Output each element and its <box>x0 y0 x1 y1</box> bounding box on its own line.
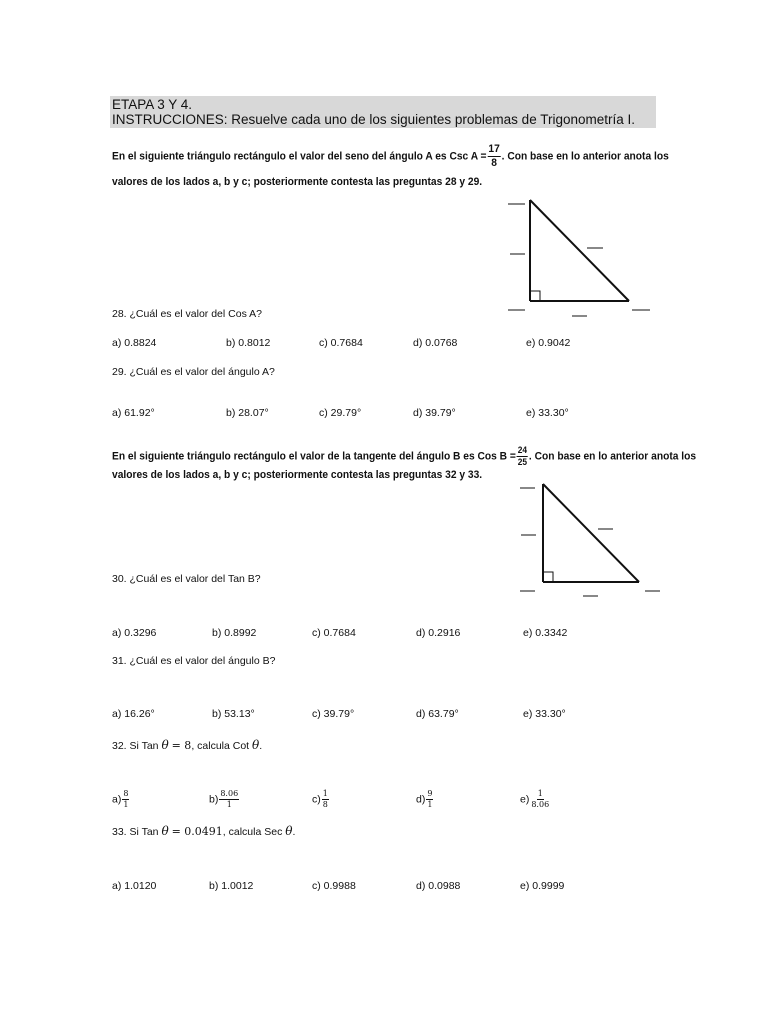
q32-middle: , calcula Cot <box>191 740 250 752</box>
q28-option-c[interactable]: c) 0.7684 <box>319 337 363 349</box>
fraction-numerator: 8 <box>123 789 129 798</box>
question-33 <box>112 824 295 838</box>
instructions-text: INSTRUCCIONES: Resuelve cada uno de los siguientes problemas de Trigonometría I. <box>112 112 635 127</box>
q30-option-a[interactable]: a) 0.3296 <box>112 627 157 639</box>
fraction-denominator: 1 <box>427 800 433 809</box>
q28-option-e[interactable]: e) 0.9042 <box>526 337 571 349</box>
q29-option-d[interactable]: d) 39.79° <box>413 407 456 419</box>
q33-value: = 0.0491 <box>171 825 223 838</box>
right-angle-marker <box>543 572 553 582</box>
fraction-denominator: 8.06 <box>531 800 550 809</box>
problem2-statement <box>112 446 696 467</box>
problem2-text-b: . Con base en lo anterior anota los <box>528 450 697 463</box>
option-fraction <box>219 790 239 809</box>
q28-option-a[interactable]: a) 0.8824 <box>112 337 157 349</box>
q32-option-c[interactable] <box>312 790 330 809</box>
question-31: 31. ¿Cuál es el valor del ángulo B? <box>112 655 276 667</box>
q32-option-e[interactable] <box>520 790 551 809</box>
q33-option-a[interactable]: a) 1.0120 <box>112 880 157 892</box>
q30-option-b[interactable]: b) 0.8992 <box>212 627 257 639</box>
option-fraction <box>426 790 433 809</box>
question-30: 30. ¿Cuál es el valor del Tan B? <box>112 573 261 585</box>
theta-symbol: θ <box>252 738 260 752</box>
cos-fraction <box>517 446 528 467</box>
q28-option-b[interactable]: b) 0.8012 <box>226 337 271 349</box>
theta-symbol: θ <box>285 824 293 838</box>
q32-option-a[interactable] <box>112 790 130 809</box>
fraction-numerator: 17 <box>488 143 500 155</box>
option-letter: b) <box>209 793 219 806</box>
problem1-text-a: En el siguiente triángulo rectángulo el valor del seno del ángulo A es Csc A = <box>112 150 487 163</box>
option-letter: d) <box>416 793 426 806</box>
stage-title: ETAPA 3 Y 4. <box>112 97 193 112</box>
q30-option-e[interactable]: e) 0.3342 <box>523 627 568 639</box>
theta-symbol: θ <box>161 738 169 752</box>
csc-fraction <box>487 144 500 169</box>
theta-symbol: θ <box>161 824 169 838</box>
q28-option-d[interactable]: d) 0.0768 <box>413 337 458 349</box>
instructions-header <box>110 96 656 128</box>
right-triangle-1-diagram <box>505 195 655 325</box>
q30-option-c[interactable]: c) 0.7684 <box>312 627 356 639</box>
option-letter: e) <box>520 793 530 806</box>
q32-end: . <box>259 740 263 752</box>
right-angle-marker <box>530 291 540 301</box>
q31-option-e[interactable]: e) 33.30° <box>523 708 566 720</box>
option-fraction <box>122 790 129 809</box>
q29-option-b[interactable]: b) 28.07° <box>226 407 269 419</box>
fraction-denominator: 8 <box>491 157 497 169</box>
fraction-numerator: 24 <box>517 445 528 455</box>
problem2-line2: valores de los lados a, b y c; posteriormente contesta las preguntas 32 y 33. <box>112 469 483 481</box>
question-32 <box>112 738 262 752</box>
q33-option-b[interactable]: b) 1.0012 <box>209 880 254 892</box>
right-triangle-2-diagram <box>515 480 665 602</box>
q32-option-b[interactable] <box>209 790 240 809</box>
problem1-text-b: . Con base en lo anterior anota los <box>501 150 669 163</box>
triangle-1-sides <box>530 200 629 301</box>
fraction-numerator: 1 <box>322 789 328 798</box>
q32-value: = 8 <box>171 739 192 752</box>
fraction-numerator: 1 <box>537 789 543 798</box>
fraction-denominator: 1 <box>123 800 129 809</box>
option-letter: c) <box>312 793 321 806</box>
q33-option-e[interactable]: e) 0.9999 <box>520 880 565 892</box>
fraction-numerator: 9 <box>427 789 433 798</box>
q33-prefix: 33. Si Tan <box>112 826 159 838</box>
side-blank-marks <box>520 488 660 596</box>
option-fraction <box>530 790 550 809</box>
q33-option-c[interactable]: c) 0.9988 <box>312 880 356 892</box>
q33-end: . <box>292 826 296 838</box>
fraction-denominator: 25 <box>517 457 528 467</box>
problem2-text-a: En el siguiente triángulo rectángulo el valor de la tangente del ángulo B es Cos B = <box>112 450 516 463</box>
question-28: 28. ¿Cuál es el valor del Cos A? <box>112 308 262 320</box>
problem1-line2: valores de los lados a, b y c; posteriormente contesta las preguntas 28 y 29. <box>112 176 483 188</box>
q33-option-d[interactable]: d) 0.0988 <box>416 880 461 892</box>
q32-prefix: 32. Si Tan <box>112 740 159 752</box>
q29-option-c[interactable]: c) 29.79° <box>319 407 362 419</box>
q31-option-d[interactable]: d) 63.79° <box>416 708 459 720</box>
q31-option-b[interactable]: b) 53.13° <box>212 708 255 720</box>
option-letter: a) <box>112 793 122 806</box>
triangle-2-sides <box>543 484 639 582</box>
fraction-numerator: 8.06 <box>220 789 239 798</box>
question-29: 29. ¿Cuál es el valor del ángulo A? <box>112 366 275 378</box>
problem1-statement <box>112 144 669 169</box>
q31-option-a[interactable]: a) 16.26° <box>112 708 155 720</box>
q31-option-c[interactable]: c) 39.79° <box>312 708 355 720</box>
q32-option-d[interactable] <box>416 790 434 809</box>
q30-option-d[interactable]: d) 0.2916 <box>416 627 461 639</box>
q29-option-a[interactable]: a) 61.92° <box>112 407 155 419</box>
q33-middle: , calcula Sec <box>222 826 283 838</box>
q29-option-e[interactable]: e) 33.30° <box>526 407 569 419</box>
fraction-denominator: 8 <box>322 800 328 809</box>
option-fraction <box>322 790 329 809</box>
fraction-denominator: 1 <box>226 800 232 809</box>
